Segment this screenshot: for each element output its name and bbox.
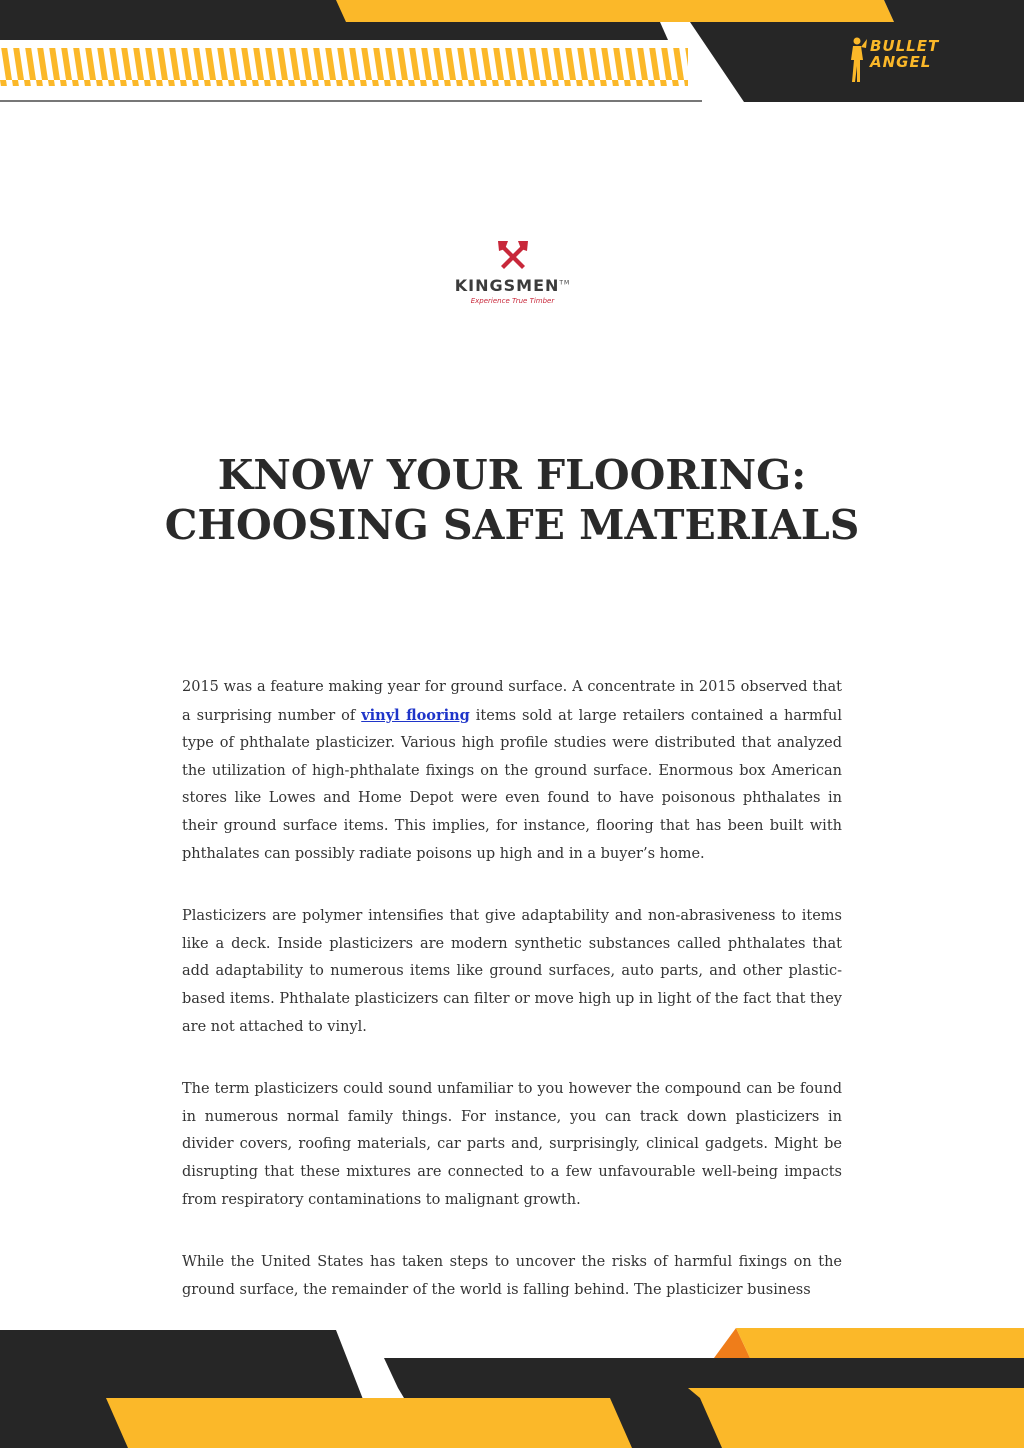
trademark-mark: TM bbox=[559, 279, 571, 287]
brand-name bbox=[870, 38, 939, 70]
title-line-2: CHOOSING SAFE MATERIALS bbox=[164, 501, 860, 549]
paragraph-1 bbox=[182, 674, 842, 868]
page-title bbox=[100, 450, 924, 550]
paragraph-2: Plasticizers are polymer intensifies that give adaptability and non-abrasiveness to items like a deck. Inside plasticizers are modern synthetic substances called phthalates that add adaptability to numerous items like ground surfaces, auto parts, and other plastic-based items. Phthalate plasticizers can filter or move high up in light of the fact that they are not attached to vinyl. bbox=[182, 908, 842, 1035]
article-body bbox=[182, 674, 842, 1339]
hatch-stripe bbox=[0, 48, 688, 86]
kingsmen-name-text: KINGSMEN bbox=[454, 276, 560, 295]
brand-line-1: BULLET bbox=[870, 37, 940, 55]
paragraph-1-end: items sold at large retailers contained a harmful type of phthalate plasticizer. Various high profile studies were distributed that analyzed the utilization of high-phthalate fixings on the ground surface. Enormous box American stores like Lowes and Home Depot were even found to have poisonous phthalates in their ground surface items. This implies, for instance, flooring that has been built with phthalates can possibly radiate poisons up high and in a buyer’s home. bbox=[182, 707, 842, 862]
paragraph-3: The term plasticizers could sound unfamiliar to you however the compound can be found in numerous normal family things. For instance, you can track down plasticizers in divider covers, roofing materials, car parts and, surprisingly, clinical gadgets. Might be disrupting that these mixtures are connected to a few unfavourable well-being impacts from respiratory contaminations to malignant growth. bbox=[182, 1081, 842, 1208]
footer-band bbox=[0, 1328, 1024, 1448]
vinyl-flooring-link[interactable]: vinyl flooring bbox=[361, 706, 470, 724]
paragraph-4: While the United States has taken steps to uncover the risks of harmful fixings on the ground surface, the remainder of the world is falling behind. The plasticizer business bbox=[182, 1254, 842, 1298]
angel-figure-icon bbox=[848, 36, 868, 84]
kingsmen-tagline: Experience True Timber bbox=[470, 297, 555, 305]
kingsmen-logo bbox=[440, 240, 585, 305]
paragraph-1-start: 2015 was a feature making year for ground surface. A concentrate in 2015 observed that a surprising number of bbox=[182, 679, 842, 724]
kingsmen-wordmark bbox=[440, 276, 585, 295]
title-line-1: KNOW YOUR FLOORING: bbox=[217, 451, 807, 499]
bullet-angel-logo bbox=[848, 36, 968, 86]
crossed-axes-icon bbox=[495, 240, 531, 270]
brand-line-2: ANGEL bbox=[870, 53, 932, 71]
